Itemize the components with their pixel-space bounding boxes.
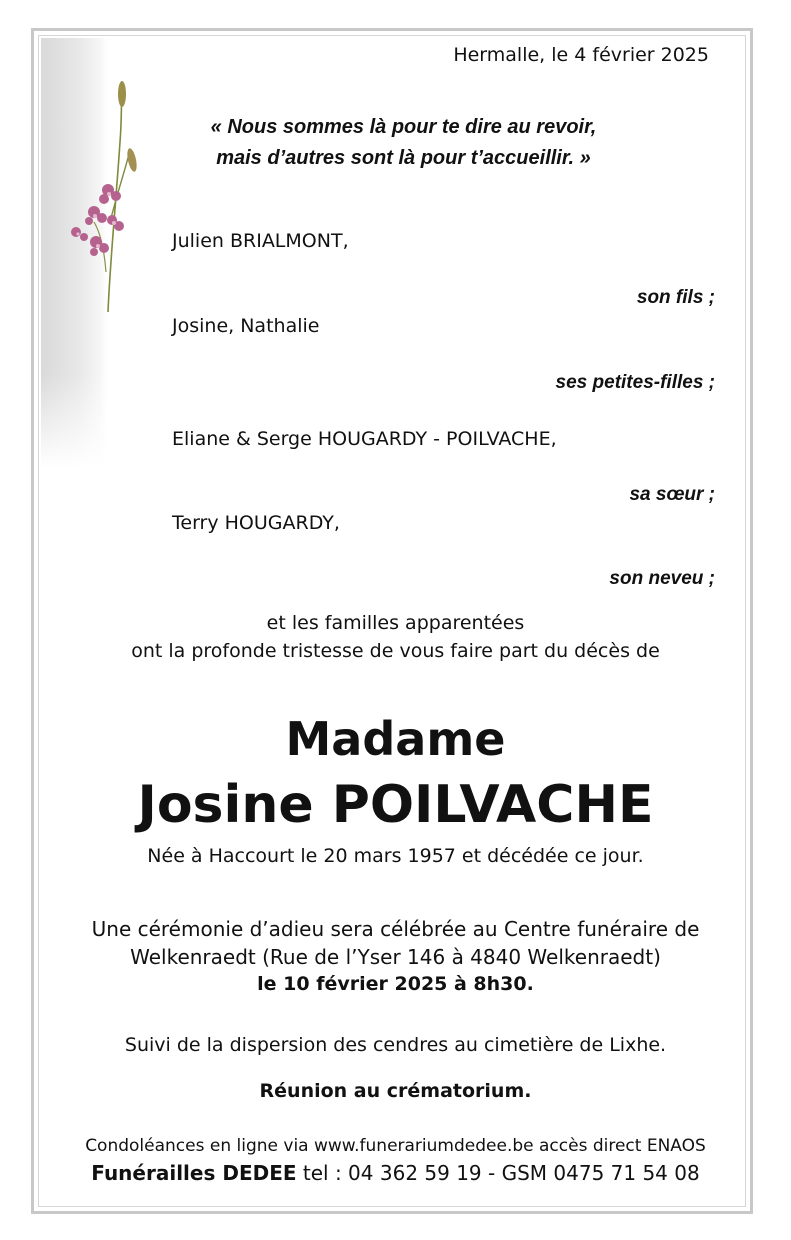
family-member-name: Josine, Nathalie — [172, 315, 320, 337]
reunion-line: Réunion au crématorium. — [259, 1080, 532, 1102]
dispersion-line: Suivi de la dispersion des cendres au cimetière de Lixhe. — [124, 1034, 667, 1056]
family-relation: son neveu ; — [609, 568, 715, 589]
family-member-name: Eliane & Serge HOUGARDY - POILVACHE, — [172, 428, 557, 450]
announcement-line-1: et les familles apparentées — [266, 612, 525, 634]
announcement-line-2: ont la profonde tristesse de vous faire part du décès de — [131, 640, 660, 662]
quote-line-2: mais d’autres sont là pour t’accueillir. » — [216, 147, 591, 169]
ceremony-datetime: le 10 février 2025 à 8h30. — [257, 973, 534, 995]
birth-death-line: Née à Haccourt le 20 mars 1957 et décédée ce jour. — [147, 845, 644, 867]
family-relation: sa sœur ; — [629, 484, 715, 505]
contact-line — [0, 1161, 791, 1185]
family-member-name: Terry HOUGARDY, — [172, 512, 340, 534]
family-member-name: Julien BRIALMONT, — [172, 230, 349, 252]
deceased-name: Josine POILVACHE — [137, 775, 654, 835]
ceremony-line-2: Welkenraedt (Rue de l’Yser 146 à 4840 Welkenraedt) — [130, 945, 661, 969]
family-relation: ses petites-filles ; — [555, 372, 715, 393]
condolences-line: Condoléances en ligne via www.funerariumdedee.be accès direct ENAOS — [85, 1136, 706, 1156]
contact-phone: tel : 04 362 59 19 - GSM 0475 71 54 08 — [296, 1161, 700, 1185]
family-relation: son fils ; — [636, 287, 715, 308]
quote-line-1: « Nous sommes là pour te dire au revoir, — [210, 116, 597, 138]
deceased-title: Madame — [285, 712, 506, 766]
violet-flower-icon — [64, 72, 154, 317]
ceremony-line-1: Une cérémonie d’adieu sera célébrée au Centre funéraire de — [91, 917, 700, 941]
funeral-company-name: Funérailles DEDEE — [91, 1161, 297, 1185]
place-date: Hermalle, le 4 février 2025 — [453, 44, 709, 66]
